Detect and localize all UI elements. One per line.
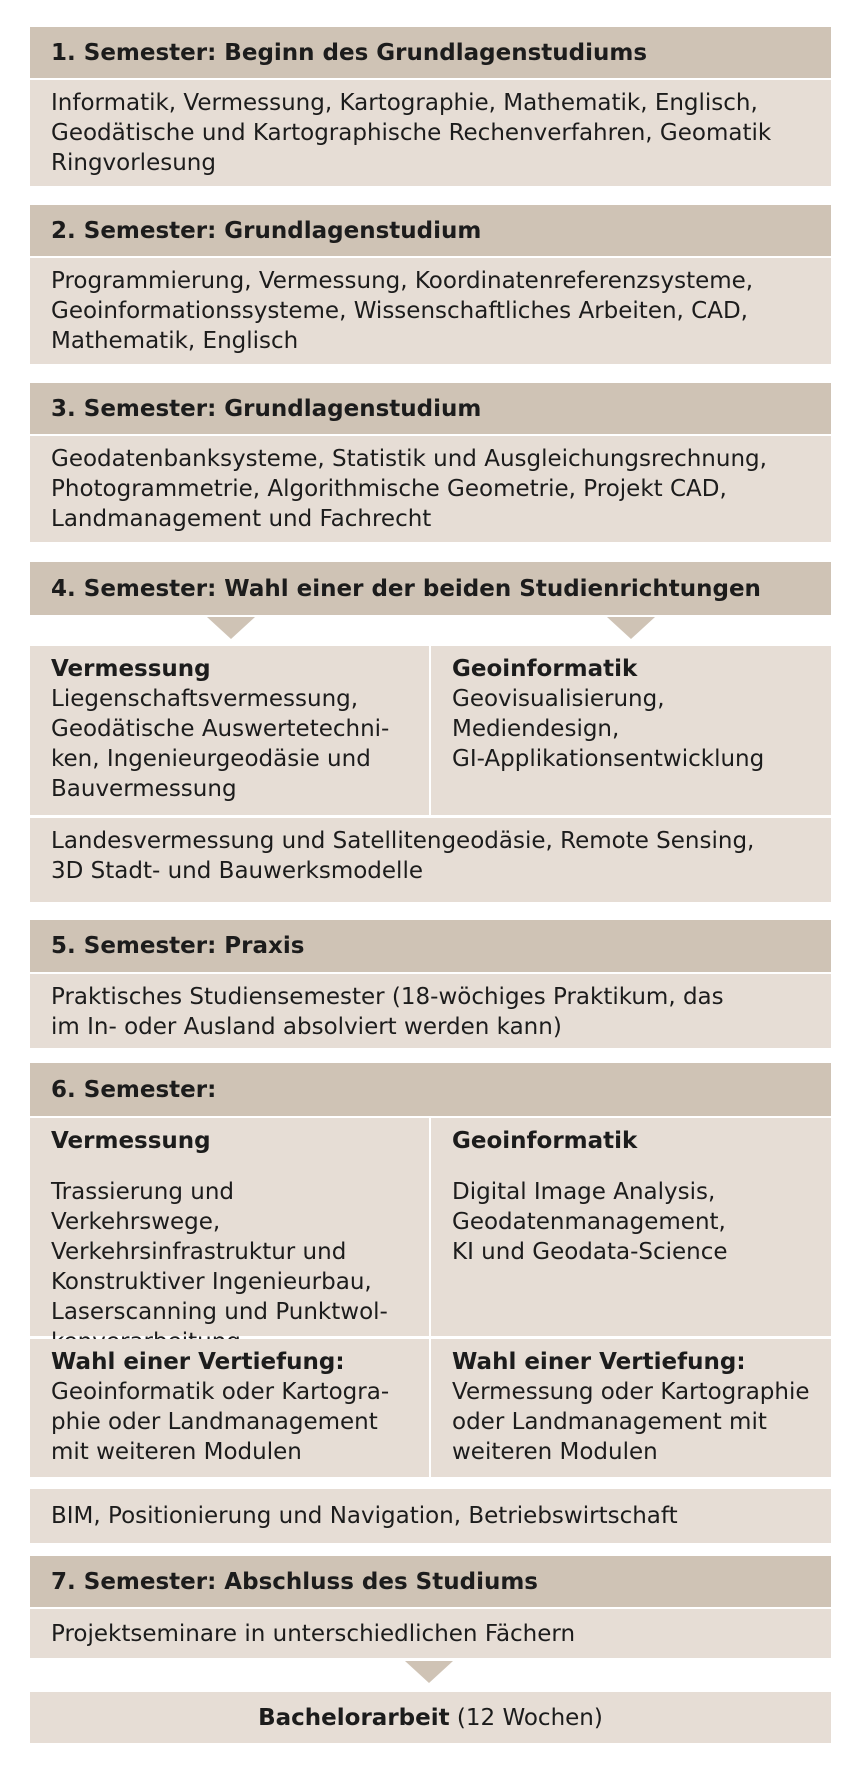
module-line: Geoinformationssysteme, Wissenschaftliches Arbeiten, CAD,	[51, 298, 748, 324]
semester-5-title: 5. Semester: Praxis	[51, 933, 305, 959]
semester-2-modules	[30, 258, 831, 364]
module-line: Programmierung, Vermessung, Koordinatenreferenzsysteme,	[51, 268, 754, 294]
thesis-label: Bachelorarbeit	[258, 1705, 450, 1731]
module-line: Landesvermessung und Satellitengeodäsie, Remote Sensing,	[51, 828, 755, 854]
semester-7-modules	[30, 1609, 831, 1658]
semester-3-modules	[30, 436, 831, 542]
semester-6-vermessung-choice	[30, 1339, 429, 1477]
module-line: 3D Stadt- und Bauwerksmodelle	[51, 858, 423, 884]
module-line: phie oder Landmanagement	[51, 1409, 378, 1435]
semester-6-geoinformatik-cell	[431, 1118, 831, 1336]
module-line: im In- oder Ausland absolviert werden kann)	[51, 1014, 562, 1040]
module-line: Photogrammetrie, Algorithmische Geometrie, Projekt CAD,	[51, 476, 727, 502]
arrow-down-icon	[207, 617, 255, 639]
module-line: Praktisches Studiensemester (18-wöchiges Praktikum, das	[51, 984, 724, 1010]
choice-heading: Wahl einer Vertiefung:	[452, 1349, 746, 1375]
semester-6-common-modules	[30, 1489, 831, 1543]
semester-2-title: 2. Semester: Grundlagenstudium	[51, 217, 482, 244]
module-line: Geodatenbanksysteme, Statistik und Ausgleichungsrechnung,	[51, 446, 767, 472]
semester-4-header	[30, 562, 831, 615]
choice-heading: Wahl einer Vertiefung:	[51, 1349, 345, 1375]
module-line: Vermessung oder Kartographie	[452, 1379, 810, 1405]
track-heading: Geoinformatik	[452, 656, 638, 682]
module-line: Konstruktiver Ingenieurbau,	[51, 1269, 372, 1295]
arrow-down-icon	[607, 617, 655, 639]
semester-4-title: 4. Semester: Wahl einer der beiden Studienrichtungen	[51, 575, 761, 602]
semester-5-header	[30, 920, 831, 972]
module-line: Mathematik, Englisch	[51, 328, 299, 354]
module-line: Mediendesign,	[452, 716, 620, 742]
semester-3-header	[30, 383, 831, 434]
bachelor-thesis-box	[30, 1692, 831, 1743]
module-line: Trassierung und Verkehrswege,	[51, 1179, 235, 1235]
semester-4-vermessung-cell	[30, 646, 429, 815]
module-line: Verkehrsinfrastruktur und	[51, 1239, 347, 1265]
module-line: Laserscanning und Punktwol-	[51, 1299, 388, 1325]
module-line: BIM, Positionierung und Navigation, Betriebswirtschaft	[51, 1503, 678, 1529]
module-line: oder Landmanagement mit	[452, 1409, 767, 1435]
semester-5-modules	[30, 974, 831, 1048]
module-line: Bauvermessung	[51, 776, 237, 802]
module-line: mit weiteren Modulen	[51, 1439, 302, 1465]
module-line: Informatik, Vermessung, Kartographie, Mathematik, Englisch,	[51, 90, 758, 116]
semester-1-header	[30, 27, 831, 78]
semester-6-title: 6. Semester:	[51, 1076, 217, 1103]
track-heading: Vermessung	[51, 656, 211, 682]
semester-1-title: 1. Semester: Beginn des Grundlagenstudiums	[51, 39, 648, 66]
semester-6-header	[30, 1063, 831, 1116]
module-line: Projektseminare in unterschiedlichen Fächern	[51, 1621, 576, 1647]
arrow-down-icon	[405, 1661, 453, 1683]
semester-1-modules	[30, 80, 831, 186]
semester-7-header	[30, 1556, 831, 1607]
thesis-duration: (12 Wochen)	[449, 1705, 603, 1731]
track-heading: Geoinformatik	[452, 1128, 638, 1154]
module-line: Geovisualisierung,	[452, 686, 665, 712]
module-line: Digital Image Analysis,	[452, 1179, 716, 1205]
module-line: Geoinformatik oder Kartogra-	[51, 1379, 390, 1405]
module-line: Geodätische Auswertetechni-	[51, 716, 390, 742]
semester-3-title: 3. Semester: Grundlagenstudium	[51, 395, 482, 422]
semester-6-geoinformatik-choice	[431, 1339, 831, 1477]
module-line: Geodätische und Kartographische Rechenverfahren, Geomatik	[51, 120, 772, 146]
module-line: ken, Ingenieurgeodäsie und	[51, 746, 371, 772]
module-line: Landmanagement und Fachrecht	[51, 506, 432, 532]
module-line: weiteren Modulen	[452, 1439, 658, 1465]
module-line: GI-Applikationsentwicklung	[452, 746, 765, 772]
module-line: Geodatenmanagement,	[452, 1209, 726, 1235]
semester-4-geoinformatik-cell	[431, 646, 831, 815]
semester-6-vermessung-cell	[30, 1118, 429, 1336]
semester-4-common-modules	[30, 818, 831, 902]
module-line: Liegenschaftsvermessung,	[51, 686, 359, 712]
module-line: Ringvorlesung	[51, 150, 216, 176]
semester-7-title: 7. Semester: Abschluss des Studiums	[51, 1568, 538, 1595]
track-heading: Vermessung	[51, 1128, 211, 1154]
semester-2-header	[30, 205, 831, 256]
module-line: KI und Geodata-Science	[452, 1239, 728, 1265]
